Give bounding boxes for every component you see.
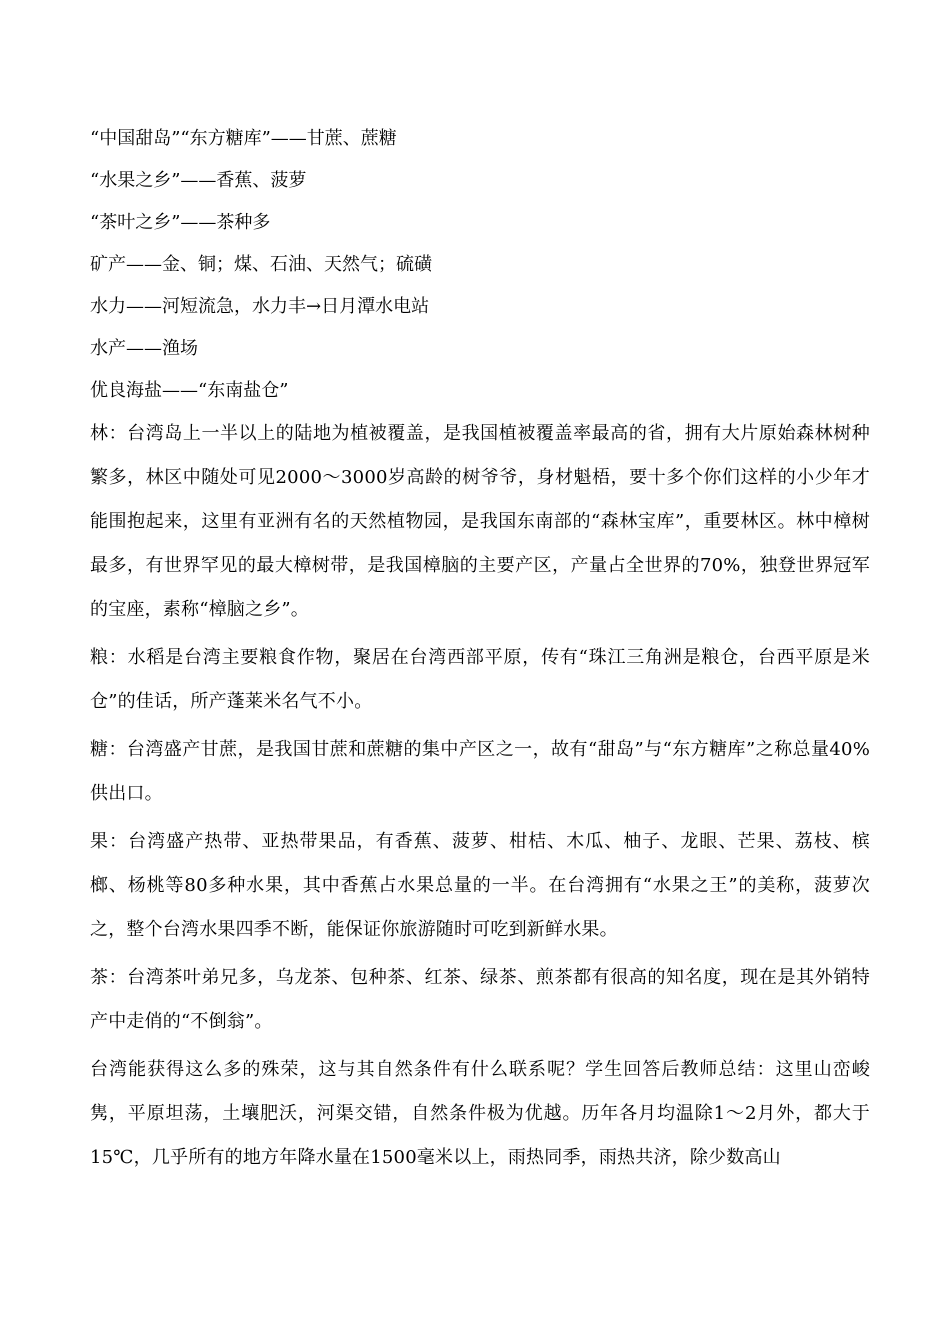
document-page [90,118,870,1180]
summary-line-sugar: “中国甜岛”“东方糖库”——甘蔗、蔗糖 [90,128,397,149]
paragraph-sugar: 糖：台湾盛产甘蔗，是我国甘蔗和蔗糖的集中产区之一，故有“甜岛”与“东方糖库”之称总量40%供出口。 [90,739,870,804]
paragraph-fruit: 果：台湾盛产热带、亚热带果品，有香蕉、菠萝、柑桔、木瓜、柚子、龙眼、芒果、荔枝、槟榔、杨桃等80多种水果，其中香蕉占水果总量的一半。在台湾拥有“水果之王”的美称，菠萝次之，整个台湾水果四季不断，能保证你旅游随时可吃到新鲜水果。 [90,831,870,940]
paragraph-tea: 茶：台湾茶叶弟兄多，乌龙茶、包种茶、红茶、绿茶、煎茶都有很高的知名度，现在是其外销特产中走俏的“不倒翁”。 [90,967,870,1032]
summary-line-hydropower: 水力——河短流急，水力丰→日月潭水电站 [90,296,430,317]
summary-line-fishery: 水产——渔场 [90,338,198,359]
paragraph-forest: 林：台湾岛上一半以上的陆地为植被覆盖，是我国植被覆盖率最高的省，拥有大片原始森林树种繁多，林区中随处可见2000～3000岁高龄的树爷爷，身材魁梧，要十多个你们这样的小少年才能围抱起来，这里有亚洲有名的天然植物园，是我国东南部的“森林宝库”，重要林区。林中樟树最多，有世界罕见的最大樟树带，是我国樟脑的主要产区，产量占全世界的70%，独登世界冠军的宝座，素称“樟脑之乡”。 [90,423,870,620]
paragraph-grain: 粮：水稻是台湾主要粮食作物，聚居在台湾西部平原，传有“珠江三角洲是粮仓，台西平原是米仓”的佳话，所产蓬莱米名气不小。 [90,647,870,712]
summary-line-salt: 优良海盐——“东南盐仓” [90,380,289,401]
paragraph-conditions: 台湾能获得这么多的殊荣，这与其自然条件有什么联系呢？学生回答后教师总结：这里山峦峻隽，平原坦荡，土壤肥沃，河渠交错，自然条件极为优越。历年各月均温除1～2月外，都大于15℃，几乎所有的地方年降水量在1500毫米以上，雨热同季，雨热共济，除少数高山 [90,1059,870,1168]
summary-line-tea: “茶叶之乡”——茶种多 [90,212,271,233]
summary-line-minerals: 矿产——金、铜；煤、石油、天然气；硫磺 [90,254,432,275]
summary-line-fruit: “水果之乡”——香蕉、菠萝 [90,170,307,191]
